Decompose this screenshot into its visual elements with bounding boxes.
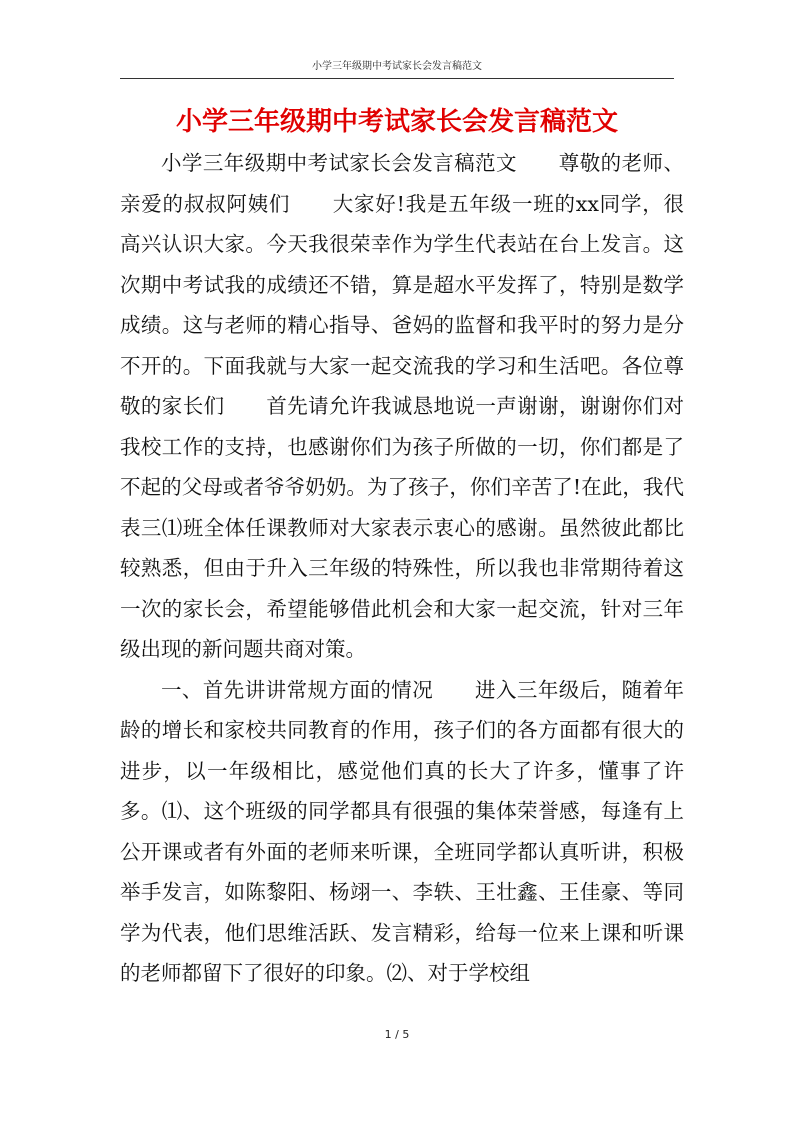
document-title: 小学三年级期中考试家长会发言稿范文	[175, 107, 618, 137]
document-body	[120, 143, 684, 994]
header-divider	[120, 78, 674, 79]
paragraph: 小学三年级期中考试家长会发言稿范文 尊敬的老师、亲爱的叔叔阿姨们 大家好!我是五年级一班的xx同学，很高兴认识大家。今天我很荣幸作为学生代表站在台上发言。这次期中考试我的成绩还不错，算是超水平发挥了，特别是数学成绩。这与老师的精心指导、爸妈的监督和我平时的努力是分不开的。下面我就与大家一起交流我的学习和生活吧。各位尊敬的家长们 首先请允许我诚恳地说一声谢谢，谢谢你们对我校工作的支持，也感谢你们为孩子所做的一切，你们都是了不起的父母或者爷爷奶奶。为了孩子，你们辛苦了!在此，我代表三⑴班全体任课教师对大家表示衷心的感谢。虽然彼此都比较熟悉，但由于升入三年级的特殊性，所以我也非常期待着这一次的家长会，希望能够借此机会和大家一起交流，针对三年级出现的新问题共商对策。	[120, 151, 684, 661]
running-header: 小学三年级期中考试家长会发言稿范文	[312, 61, 482, 72]
paragraph: 一、首先讲讲常规方面的情况 进入三年级后，随着年龄的增长和家校共同教育的作用，孩子们的各方面都有很大的进步，以一年级相比，感觉他们真的长大了许多，懂事了许多。⑴、这个班级的同学都具有很强的集体荣誉感，每逢有上公开课或者有外面的老师来听课，全班同学都认真听讲，积极举手发言，如陈黎阳、杨翊一、李轶、王壮鑫、王佳豪、等同学为代表，他们思维活跃、发言精彩，给每一位来上课和听课的老师都留下了很好的印象。⑵、对于学校组	[120, 677, 684, 985]
page-number: 1 / 5	[384, 1028, 410, 1041]
